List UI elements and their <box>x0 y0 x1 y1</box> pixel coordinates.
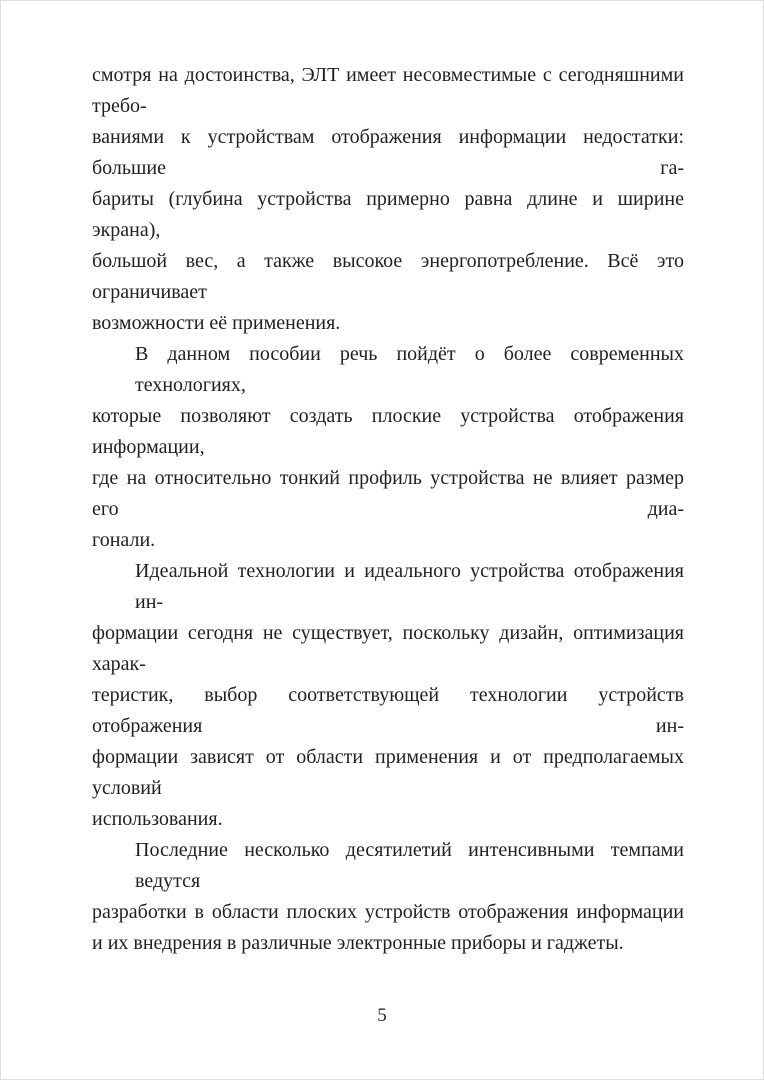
paragraph <box>92 339 684 556</box>
text-line: большой вес, а также высокое энергопотребление. Всё это ограничивает <box>92 250 684 303</box>
text-line: ваниями к устройствам отображения информации недостатки: большие га- <box>92 126 684 179</box>
text-line: формации зависят от области применения и от предполагаемых условий <box>92 746 684 799</box>
paragraph <box>92 556 684 835</box>
paragraph <box>92 835 684 959</box>
text-line: бариты (глубина устройства примерно равна длине и ширине экрана), <box>92 188 684 241</box>
text-line: теристик, выбор соответствующей технологии устройств отображения ин- <box>92 684 684 737</box>
text-line: гонали. <box>92 529 156 551</box>
paragraph <box>92 60 684 339</box>
text-line: разработки в области плоских устройств отображения информации <box>92 901 684 923</box>
text-line: смотря на достоинства, ЭЛТ имеет несовместимые с сегодняшними требо- <box>92 64 684 117</box>
text-line: где на относительно тонкий профиль устройства не влияет размер его диа- <box>92 467 684 520</box>
text-body <box>92 60 684 959</box>
text-line: и их внедрения в различные электронные приборы и гаджеты. <box>92 932 624 954</box>
text-line: Последние несколько десятилетий интенсивными темпами ведутся <box>135 839 684 892</box>
text-line: формации сегодня не существует, поскольку дизайн, оптимизация харак- <box>92 622 684 675</box>
text-line: В данном пособии речь пойдёт о более современных технологиях, <box>135 343 684 396</box>
text-line: которые позволяют создать плоские устройства отображения информации, <box>92 405 684 458</box>
page-number: 5 <box>377 1005 387 1026</box>
text-line: использования. <box>92 808 223 830</box>
text-line: Идеальной технологии и идеального устройства отображения ин- <box>135 560 684 613</box>
text-line: возможности её применения. <box>92 312 341 334</box>
